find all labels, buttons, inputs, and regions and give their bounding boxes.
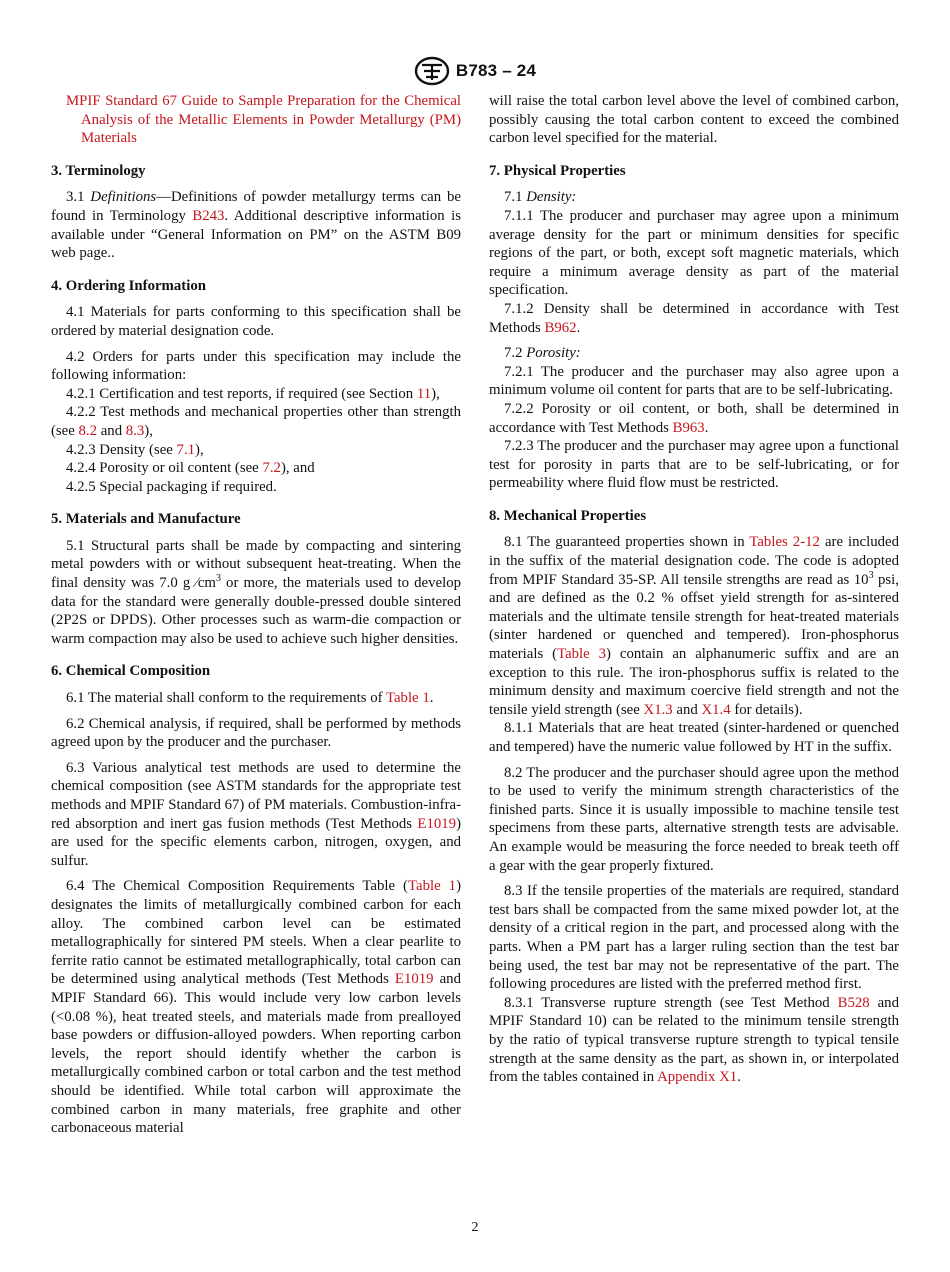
x1-3-link[interactable]: X1.3 [643,701,673,718]
para-6-4-continued: will raise the total carbon level above the level of combined carbon, possibly causing the total carbon content to exceed the combined carbon level specified for the material. [489,93,899,147]
para-7-1-2: 7.1.2 Density shall be determined in accordance with Test Methods B962. [489,300,899,336]
appendix-x1-link[interactable]: Appendix X1 [657,1069,738,1086]
table-1-link[interactable]: Table 1 [385,690,430,707]
para-8-1: 8.1 The guaranteed properties shown in Tables 2-12 are included in the suffix of the material designation code. The code is adopted from MPIF Standard 35-SP. All tensile strengths are read as $10^3$ psi, and are defined as the 0.2 % offset yield strength for as-sintered materials and the ultimate tensile strength for heat-treated materials (sinter hardened or quenched and tempered). Iron-phosphorus materials (Table 3) contain an alphanumeric suffix and are an exception to this rule. The iron-phosphorus suffix is related to the minimum density and maximum coercive field strength and not the tensile yield strength (see X1.3 and X1.4 for details). [489,534,900,718]
page-number: 2 [471,1220,479,1235]
right-column [489,92,899,1087]
tables-2-12-link[interactable]: Tables 2-12 [749,534,820,551]
para-7-2-2: 7.2.2 Porosity or oil content, or both, shall be determined in accordance with Test Methods B963. [489,400,899,436]
ref-7-2-link[interactable]: 7.2 [262,460,281,477]
table-3-link[interactable]: Table 3 [557,646,607,663]
b528-link[interactable]: B528 [837,994,870,1011]
section-7-heading: 7. Physical Properties [489,162,626,179]
para-4-2-5: 4.2.5 Special packaging if required. [66,478,277,495]
section-4-heading: 4. Ordering Information [51,277,206,294]
document-id: B783 – 24 [455,61,537,80]
astm-logo-icon [414,56,450,86]
e1019-link-2[interactable]: E1019 [394,971,434,988]
para-4-2-3: 4.2.3 Density (see 7.1), [66,441,204,458]
table-1-link-2[interactable]: Table 1 [408,878,457,895]
para-7-2: 7.2 Porosity: [504,345,581,362]
ref-7-1-link[interactable]: 7.1 [176,441,196,458]
para-7-2-3: 7.2.3 The producer and the purchaser may agree upon a functional test for porosity in parts that are to be self-lubricating, or for permeability where fluid flow must be restricted. [489,438,899,492]
para-7-2-1: 7.2.1 The producer and the purchaser may also agree upon a minimum volume oil content for parts that are to be self-lubricating. [489,363,899,399]
para-4-1: 4.1 Materials for parts conforming to this specification shall be ordered by material designation code. [51,304,461,339]
section-11-link[interactable]: 11 [416,385,432,402]
para-6-3: 6.3 Various analytical test methods are used to determine the chemical composition (see ASTM standards for the appropriate test methods and MPIF Standard 67) of PM materials. Combustion-infra-red absorption and inert gas fusion methods (Test Methods E1019) are used for the specific elements carbon, nitrogen, oxygen, and sulfur. [51,759,461,869]
mpif-standard-67-link[interactable]: MPIF Standard 67 [66,93,177,109]
left-column [51,92,461,1138]
b962-link[interactable]: B962 [544,319,577,336]
para-4-2: 4.2 Orders for parts under this specification may include the following information: [51,348,461,384]
para-7-1-1: 7.1.1 The producer and purchaser may agree upon a minimum average density for the part or minimum densities for specific regions of the part, or both, except soft magnetic materials, which require a minimum average density as part of the material specification. [489,207,899,299]
para-5-1: 5.1 Structural parts shall be made by compacting and sintering metal powders with or without subsequent heat-treating. When the final density was 7.0 g $⁄cm^3$ or more, the materials used to develop data for the standard were generally double-pressed double sintered (2P2S or DPDS). Other processes such as warm-die compaction or warm compaction may also be used to achieve such higher densities. [51,537,462,647]
para-4-2-2: 4.2.2 Test methods and mechanical properties other than strength (see 8.2 and 8.3), [51,404,461,439]
para-3-1: 3.1 Definitions—Definitions of powder metallurgy terms can be found in Terminology B243. Additional descriptive information is available under “General Information on PM” on the ASTM B09 web page.. [51,189,461,262]
para-8-1-1: 8.1.1 Materials that are heat treated (sinter-hardened or quenched and tempered) have the numeric value followed by HT in the suffix. [489,720,899,755]
x1-4-link[interactable]: X1.4 [701,701,731,718]
para-6-2: 6.2 Chemical analysis, if required, shall be performed by methods agreed upon by the producer and the purchaser. [51,715,461,751]
e1019-link[interactable]: E1019 [417,815,457,832]
ref-8-2-link[interactable]: 8.2 [78,422,98,439]
para-4-2-4: 4.2.4 Porosity or oil content (see 7.2), and [66,460,315,477]
para-6-1: 6.1 The material shall conform to the requirements of Table 1. [66,690,434,707]
para-8-3: 8.3 If the tensile properties of the materials are required, standard test bars shall be compacted from the same mixed powder lot, at the density of a critical region in the part, and processed along with the parts. When a PM part has a larger ruling section than the test bar being used, the test bar may not be representative of the part. The following procedures are listed with the preferred method first. [489,883,899,993]
b963-link[interactable]: B963 [672,419,705,436]
b243-link[interactable]: B243 [192,207,225,224]
section-8-heading: 8. Mechanical Properties [489,507,647,524]
para-8-3-1: 8.3.1 Transverse rupture strength (see Test Method B528 and MPIF Standard 10) can be related to the minimum tensile strength by the ratio of typical transverse rupture strength to typical tensile strength at the same density as the part, as shown in, or interpolated from the tables contained in Appendix X1. [489,994,899,1086]
ref-8-3-link[interactable]: 8.3 [125,422,145,439]
para-8-2: 8.2 The producer and the purchaser should agree upon the method to be used to verify the minimum strength characteristics of the finished parts. Since it is usually impossible to machine tensile test specimens from these parts, alternative strength tests are advisable. An example would be measuring the force needed to break teeth off a gear with the gear properly fixtured. [489,764,899,874]
para-6-4: 6.4 The Chemical Composition Requirements Table (Table 1) designates the limits of metallurgically combined carbon for each alloy. The combined carbon level can be estimated metallographically for sintered PM steels. When a clear pearlite to ferrite ratio cannot be estimated metallographically, total carbon can be determined using analytical methods (Test Methods E1019 and MPIF Standard 66). This would include very low carbon levels (<0.08 %), heat treated steels, and materials made from prealloyed base powders or diffusion-alloyed powders. When reporting carbon levels, the report should identify whether the carbon is metallurgically combined carbon or total carbon and the test method should be identified. While total carbon will approximate the combined carbon in many materials, free graphite and other carbonaceous material [51,878,462,1137]
page-header [0,56,950,86]
section-5-heading: 5. Materials and Manufacture [51,511,241,528]
para-7-1: 7.1 Density: [504,189,577,206]
para-4-2-1: 4.2.1 Certification and test reports, if required (see Section 11), [66,385,440,402]
mpif-reference: MPIF Standard 67 Guide to Sample Preparation for the Chemical Analysis of the Metallic Elements in Powder Metallurgy (PM) Materials [66,93,461,147]
section-3-heading: 3. Terminology [51,162,146,179]
section-6-heading: 6. Chemical Composition [51,663,211,680]
